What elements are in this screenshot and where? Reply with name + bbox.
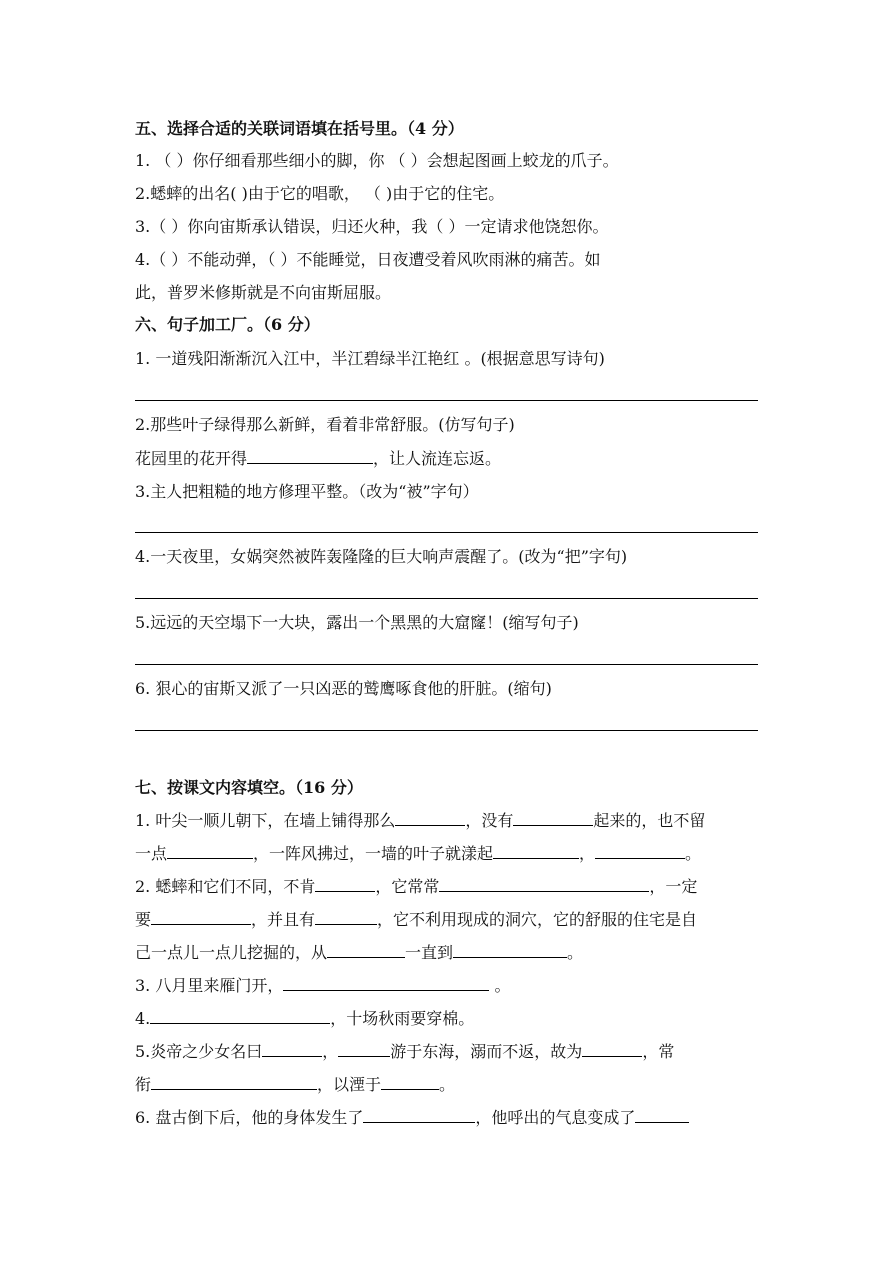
q-text: ，常 [642,1042,675,1061]
fill-blank[interactable] [315,875,375,892]
q-text: ，并且有 [251,910,316,929]
s5-question-2: 2.蟋蟀的出名( )由于它的唱歌， （ )由于它的住宅。 [135,184,505,203]
q-text: 要 [135,910,152,929]
s7-question-1-cont [135,842,759,866]
s6-q2-text-pre: 花园里的花开得 [135,449,248,468]
q-text: ， [322,1042,339,1061]
fill-blank[interactable] [151,1073,317,1090]
fill-blank[interactable] [493,842,579,859]
fill-blank[interactable] [327,941,405,958]
q-text: 2. 蟋蟀和它们不同，不肯 [135,877,316,896]
s7-question-4 [135,1007,759,1031]
fill-blank[interactable] [363,1106,475,1123]
s5-question-4-cont: 此，普罗米修斯就是不向宙斯屈服。 [135,283,392,302]
q-text: ，没有 [465,811,514,830]
q-text: 6. 盘古倒下后，他的身体发生了 [135,1108,364,1127]
q-text: ，它不利用现成的洞穴，它的舒服的住宅是自 [377,910,698,929]
q-text: 5.炎帝之少女名曰 [135,1042,263,1061]
q-text: ，以湮于 [317,1075,382,1094]
q-text: 。 [685,844,702,863]
s6-question-1: 1. 一道残阳渐渐沉入江中，半江碧绿半江艳红 。(根据意思写诗句) [135,349,605,368]
section-7-heading: 七、按课文内容填空。（16 分） [135,778,363,797]
q-text: 。 [567,943,584,962]
fill-blank[interactable] [167,842,253,859]
q-text: 一点 [135,844,168,863]
s6-question-2-fill [135,447,759,471]
s6-q6-answer-line[interactable] [135,730,758,731]
s7-question-6 [135,1106,759,1130]
section-5-heading: 五、选择合适的关联词语填在括号里。（4 分） [135,119,464,138]
s7-question-2-cont2 [135,941,759,965]
s6-q5-answer-line[interactable] [135,664,758,665]
s6-question-2: 2.那些叶子绿得那么新鲜，看着非常舒服。(仿写句子) [135,415,515,434]
s6-q4-answer-line[interactable] [135,598,758,599]
fill-blank[interactable] [513,809,593,826]
section-6-heading: 六、句子加工厂。（6 分） [135,315,320,334]
q-text: ， [579,844,596,863]
q-text: 游于东海，溺而不返，故为 [390,1042,583,1061]
q-text: ，十场秋雨要穿棉。 [330,1009,475,1028]
s6-q1-answer-line[interactable] [135,400,758,401]
s7-question-3 [135,974,759,998]
s6-question-6: 6. 狠心的宙斯又派了一只凶恶的鹫鹰啄食他的肝脏。(缩句) [135,679,552,698]
fill-blank[interactable] [247,447,373,464]
q-text: 3. 八月里来雁门开， [135,976,284,995]
q-text: 己一点儿一点儿挖掘的，从 [135,943,328,962]
q-text: 起来的，也不留 [593,811,706,830]
q-text: 。 [489,976,511,995]
s5-question-3: 3.（ ）你向宙斯承认错误，归还火种，我（ ）一定请求他饶恕你。 [135,217,609,236]
s7-question-5-cont [135,1073,759,1097]
fill-blank[interactable] [595,842,685,859]
s5-question-1: 1. （ ）你仔细看那些细小的脚，你 （ ）会想起图画上蛟龙的爪子。 [135,151,619,170]
q-text: 4. [135,1009,151,1028]
s7-question-1 [135,809,759,833]
fill-blank[interactable] [395,809,465,826]
s7-question-2-cont [135,908,759,932]
q-text: ，一定 [649,877,698,896]
s5-question-4: 4.（ ）不能动弹，（ ）不能睡觉，日夜遭受着风吹雨淋的痛苦。如 [135,250,601,269]
fill-blank[interactable] [151,908,251,925]
s6-question-5: 5.远远的天空塌下一大块，露出一个黑黑的大窟窿！(缩写句子) [135,613,579,632]
fill-blank[interactable] [439,875,649,892]
q-text: 。 [439,1075,456,1094]
q-text: ，一阵风拂过，一墙的叶子就漾起 [253,844,494,863]
fill-blank[interactable] [381,1073,439,1090]
q-text: ，他呼出的气息变成了 [475,1108,636,1127]
s6-q3-answer-line[interactable] [135,532,758,533]
fill-blank[interactable] [453,941,567,958]
fill-blank[interactable] [582,1040,642,1057]
fill-blank[interactable] [338,1040,390,1057]
fill-blank[interactable] [635,1106,689,1123]
s7-question-2 [135,875,759,899]
s6-question-4: 4.一天夜里，女娲突然被阵轰隆隆的巨大响声震醒了。(改为“把”字句) [135,547,628,566]
s6-q2-text-post: ，让人流连忘返。 [373,449,502,468]
q-text: 衔 [135,1075,152,1094]
q-text: 1. 叶尖一顺儿朝下，在墙上铺得那么 [135,811,396,830]
fill-blank[interactable] [283,974,489,991]
s6-question-3: 3.主人把粗糙的地方修理平整。（改为“被”字句） [135,482,479,501]
fill-blank[interactable] [315,908,377,925]
fill-blank[interactable] [150,1007,330,1024]
s7-question-5 [135,1040,759,1064]
q-text: ，它常常 [375,877,440,896]
fill-blank[interactable] [262,1040,322,1057]
q-text: 一直到 [405,943,454,962]
